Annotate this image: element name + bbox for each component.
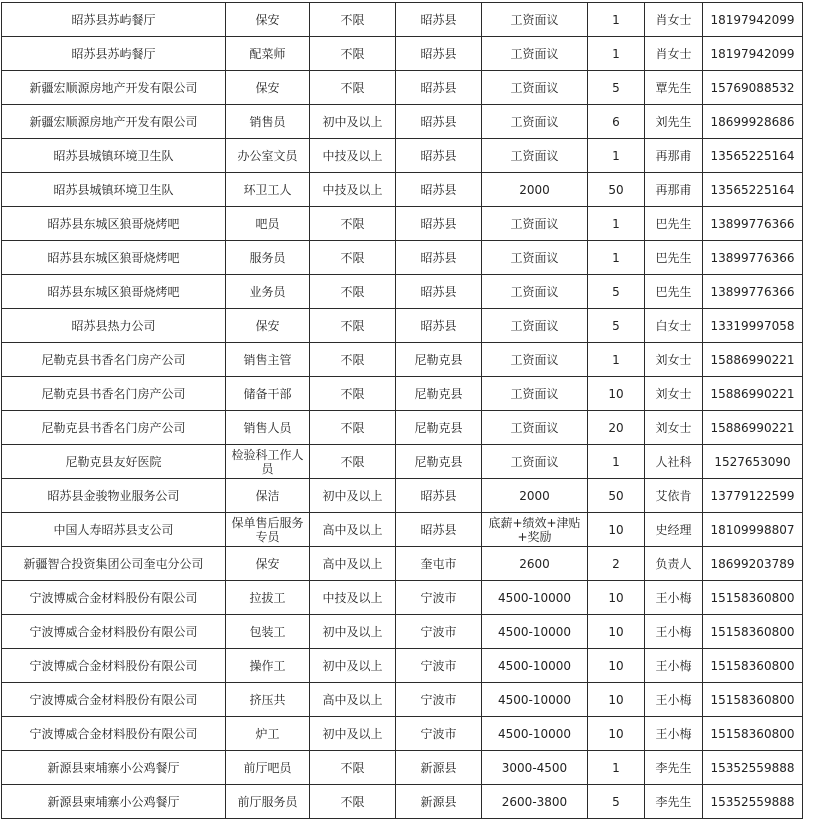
headcount-cell: 1 — [588, 241, 645, 275]
contact-cell: 肖女士 — [645, 37, 703, 71]
headcount-cell: 1 — [588, 343, 645, 377]
salary-cell: 工资面议 — [482, 71, 588, 105]
phone-cell: 1527653090 — [703, 445, 803, 479]
company-cell: 昭苏县城镇环境卫生队 — [2, 139, 226, 173]
salary-cell: 4500-10000 — [482, 615, 588, 649]
phone-cell: 15158360800 — [703, 649, 803, 683]
location-cell: 昭苏县 — [396, 37, 482, 71]
education-cell: 不限 — [310, 3, 396, 37]
position-cell: 业务员 — [226, 275, 310, 309]
salary-cell: 4500-10000 — [482, 717, 588, 751]
headcount-cell: 10 — [588, 581, 645, 615]
phone-cell: 18699203789 — [703, 547, 803, 581]
location-cell: 昭苏县 — [396, 105, 482, 139]
contact-cell: 巴先生 — [645, 241, 703, 275]
phone-cell: 18197942099 — [703, 37, 803, 71]
company-cell: 新疆宏顺源房地产开发有限公司 — [2, 105, 226, 139]
education-cell: 不限 — [310, 377, 396, 411]
phone-cell: 13319997058 — [703, 309, 803, 343]
company-cell: 昭苏县苏屿餐厅 — [2, 3, 226, 37]
company-cell: 中国人寿昭苏县支公司 — [2, 513, 226, 547]
phone-cell: 15158360800 — [703, 683, 803, 717]
contact-cell: 王小梅 — [645, 649, 703, 683]
company-cell: 昭苏县城镇环境卫生队 — [2, 173, 226, 207]
headcount-cell: 20 — [588, 411, 645, 445]
table-row — [2, 105, 803, 139]
phone-cell: 13565225164 — [703, 139, 803, 173]
location-cell: 奎屯市 — [396, 547, 482, 581]
company-cell: 昭苏县苏屿餐厅 — [2, 37, 226, 71]
phone-cell: 18109998807 — [703, 513, 803, 547]
headcount-cell: 2 — [588, 547, 645, 581]
table-row — [2, 275, 803, 309]
contact-cell: 刘先生 — [645, 105, 703, 139]
education-cell: 不限 — [310, 241, 396, 275]
contact-cell: 刘女士 — [645, 377, 703, 411]
salary-cell: 4500-10000 — [482, 649, 588, 683]
headcount-cell: 1 — [588, 445, 645, 479]
salary-cell: 工资面议 — [482, 377, 588, 411]
table-row — [2, 581, 803, 615]
location-cell: 昭苏县 — [396, 513, 482, 547]
position-cell: 吧员 — [226, 207, 310, 241]
position-cell: 保单售后服务专员 — [226, 513, 310, 547]
salary-cell: 工资面议 — [482, 275, 588, 309]
table-row — [2, 3, 803, 37]
company-cell: 宁波博威合金材料股份有限公司 — [2, 717, 226, 751]
headcount-cell: 10 — [588, 683, 645, 717]
education-cell: 不限 — [310, 309, 396, 343]
contact-cell: 人社科 — [645, 445, 703, 479]
location-cell: 昭苏县 — [396, 71, 482, 105]
education-cell: 高中及以上 — [310, 683, 396, 717]
location-cell: 昭苏县 — [396, 241, 482, 275]
position-cell: 炉工 — [226, 717, 310, 751]
position-cell: 保安 — [226, 309, 310, 343]
headcount-cell: 10 — [588, 615, 645, 649]
position-cell: 检验科工作人员 — [226, 445, 310, 479]
headcount-cell: 1 — [588, 37, 645, 71]
contact-cell: 艾依肯 — [645, 479, 703, 513]
headcount-cell: 10 — [588, 377, 645, 411]
contact-cell: 白女士 — [645, 309, 703, 343]
position-cell: 包装工 — [226, 615, 310, 649]
table-row — [2, 445, 803, 479]
table-row — [2, 377, 803, 411]
education-cell: 初中及以上 — [310, 649, 396, 683]
salary-cell: 工资面议 — [482, 241, 588, 275]
table-row — [2, 343, 803, 377]
location-cell: 昭苏县 — [396, 207, 482, 241]
table-row — [2, 309, 803, 343]
headcount-cell: 1 — [588, 207, 645, 241]
table-row — [2, 411, 803, 445]
position-cell: 办公室文员 — [226, 139, 310, 173]
table-row — [2, 615, 803, 649]
company-cell: 新源县柬埔寨小公鸡餐厅 — [2, 785, 226, 819]
company-cell: 昭苏县东城区狼哥烧烤吧 — [2, 241, 226, 275]
headcount-cell: 50 — [588, 479, 645, 513]
education-cell: 初中及以上 — [310, 479, 396, 513]
table-row — [2, 241, 803, 275]
table-row — [2, 173, 803, 207]
headcount-cell: 5 — [588, 275, 645, 309]
salary-cell: 3000-4500 — [482, 751, 588, 785]
company-cell: 宁波博威合金材料股份有限公司 — [2, 649, 226, 683]
salary-cell: 4500-10000 — [482, 683, 588, 717]
location-cell: 宁波市 — [396, 683, 482, 717]
job-listing-table — [1, 2, 803, 819]
salary-cell: 工资面议 — [482, 309, 588, 343]
phone-cell: 15158360800 — [703, 581, 803, 615]
position-cell: 保洁 — [226, 479, 310, 513]
headcount-cell: 5 — [588, 309, 645, 343]
company-cell: 新源县柬埔寨小公鸡餐厅 — [2, 751, 226, 785]
position-cell: 环卫工人 — [226, 173, 310, 207]
phone-cell: 13899776366 — [703, 275, 803, 309]
salary-cell: 工资面议 — [482, 207, 588, 241]
contact-cell: 再那甫 — [645, 139, 703, 173]
phone-cell: 15886990221 — [703, 377, 803, 411]
location-cell: 尼勒克县 — [396, 343, 482, 377]
headcount-cell: 1 — [588, 139, 645, 173]
phone-cell: 15352559888 — [703, 785, 803, 819]
location-cell: 昭苏县 — [396, 139, 482, 173]
position-cell: 服务员 — [226, 241, 310, 275]
table-row — [2, 649, 803, 683]
education-cell: 高中及以上 — [310, 547, 396, 581]
location-cell: 宁波市 — [396, 581, 482, 615]
contact-cell: 负责人 — [645, 547, 703, 581]
location-cell: 昭苏县 — [396, 173, 482, 207]
table-row — [2, 683, 803, 717]
phone-cell: 13779122599 — [703, 479, 803, 513]
contact-cell: 刘女士 — [645, 411, 703, 445]
job-listing-body — [2, 3, 803, 819]
position-cell: 前厅服务员 — [226, 785, 310, 819]
salary-cell: 2000 — [482, 479, 588, 513]
location-cell: 新源县 — [396, 785, 482, 819]
education-cell: 不限 — [310, 343, 396, 377]
location-cell: 昭苏县 — [396, 275, 482, 309]
contact-cell: 再那甫 — [645, 173, 703, 207]
education-cell: 中技及以上 — [310, 173, 396, 207]
phone-cell: 15886990221 — [703, 343, 803, 377]
position-cell: 配菜师 — [226, 37, 310, 71]
phone-cell: 18699928686 — [703, 105, 803, 139]
position-cell: 挤压共 — [226, 683, 310, 717]
company-cell: 昭苏县热力公司 — [2, 309, 226, 343]
company-cell: 新疆智合投资集团公司奎屯分公司 — [2, 547, 226, 581]
position-cell: 保安 — [226, 547, 310, 581]
education-cell: 中技及以上 — [310, 581, 396, 615]
phone-cell: 15158360800 — [703, 615, 803, 649]
salary-cell: 底薪+绩效+津贴+奖励 — [482, 513, 588, 547]
education-cell: 不限 — [310, 207, 396, 241]
phone-cell: 13899776366 — [703, 241, 803, 275]
table-row — [2, 751, 803, 785]
location-cell: 尼勒克县 — [396, 445, 482, 479]
education-cell: 不限 — [310, 71, 396, 105]
education-cell: 中技及以上 — [310, 139, 396, 173]
phone-cell: 15158360800 — [703, 717, 803, 751]
phone-cell: 18197942099 — [703, 3, 803, 37]
education-cell: 初中及以上 — [310, 717, 396, 751]
salary-cell: 工资面议 — [482, 105, 588, 139]
location-cell: 昭苏县 — [396, 479, 482, 513]
position-cell: 储备干部 — [226, 377, 310, 411]
company-cell: 新疆宏顺源房地产开发有限公司 — [2, 71, 226, 105]
company-cell: 宁波博威合金材料股份有限公司 — [2, 615, 226, 649]
education-cell: 不限 — [310, 785, 396, 819]
table-row — [2, 479, 803, 513]
contact-cell: 王小梅 — [645, 615, 703, 649]
headcount-cell: 6 — [588, 105, 645, 139]
contact-cell: 王小梅 — [645, 717, 703, 751]
headcount-cell: 1 — [588, 3, 645, 37]
location-cell: 宁波市 — [396, 615, 482, 649]
phone-cell: 15769088532 — [703, 71, 803, 105]
position-cell: 销售员 — [226, 105, 310, 139]
location-cell: 尼勒克县 — [396, 411, 482, 445]
location-cell: 宁波市 — [396, 717, 482, 751]
salary-cell: 工资面议 — [482, 343, 588, 377]
contact-cell: 李先生 — [645, 785, 703, 819]
headcount-cell: 10 — [588, 717, 645, 751]
education-cell: 初中及以上 — [310, 615, 396, 649]
position-cell: 保安 — [226, 3, 310, 37]
table-row — [2, 547, 803, 581]
company-cell: 尼勒克县书香名门房产公司 — [2, 343, 226, 377]
headcount-cell: 1 — [588, 751, 645, 785]
salary-cell: 工资面议 — [482, 3, 588, 37]
contact-cell: 王小梅 — [645, 581, 703, 615]
location-cell: 新源县 — [396, 751, 482, 785]
company-cell: 宁波博威合金材料股份有限公司 — [2, 683, 226, 717]
position-cell: 销售人员 — [226, 411, 310, 445]
company-cell: 昭苏县东城区狼哥烧烤吧 — [2, 275, 226, 309]
salary-cell: 2000 — [482, 173, 588, 207]
table-row — [2, 785, 803, 819]
phone-cell: 15886990221 — [703, 411, 803, 445]
education-cell: 不限 — [310, 37, 396, 71]
location-cell: 昭苏县 — [396, 309, 482, 343]
company-cell: 尼勒克县书香名门房产公司 — [2, 377, 226, 411]
education-cell: 不限 — [310, 411, 396, 445]
contact-cell: 刘女士 — [645, 343, 703, 377]
salary-cell: 工资面议 — [482, 411, 588, 445]
education-cell: 不限 — [310, 751, 396, 785]
phone-cell: 13565225164 — [703, 173, 803, 207]
salary-cell: 2600 — [482, 547, 588, 581]
headcount-cell: 5 — [588, 785, 645, 819]
phone-cell: 15352559888 — [703, 751, 803, 785]
education-cell: 初中及以上 — [310, 105, 396, 139]
education-cell: 不限 — [310, 275, 396, 309]
location-cell: 宁波市 — [396, 649, 482, 683]
company-cell: 昭苏县金骏物业服务公司 — [2, 479, 226, 513]
salary-cell: 工资面议 — [482, 139, 588, 173]
location-cell: 尼勒克县 — [396, 377, 482, 411]
headcount-cell: 50 — [588, 173, 645, 207]
headcount-cell: 5 — [588, 71, 645, 105]
contact-cell: 巴先生 — [645, 275, 703, 309]
salary-cell: 工资面议 — [482, 445, 588, 479]
table-row — [2, 513, 803, 547]
headcount-cell: 10 — [588, 513, 645, 547]
salary-cell: 工资面议 — [482, 37, 588, 71]
contact-cell: 李先生 — [645, 751, 703, 785]
contact-cell: 覃先生 — [645, 71, 703, 105]
education-cell: 不限 — [310, 445, 396, 479]
location-cell: 昭苏县 — [396, 3, 482, 37]
position-cell: 保安 — [226, 71, 310, 105]
headcount-cell: 10 — [588, 649, 645, 683]
salary-cell: 4500-10000 — [482, 581, 588, 615]
contact-cell: 史经理 — [645, 513, 703, 547]
contact-cell: 巴先生 — [645, 207, 703, 241]
phone-cell: 13899776366 — [703, 207, 803, 241]
contact-cell: 肖女士 — [645, 3, 703, 37]
company-cell: 尼勒克县书香名门房产公司 — [2, 411, 226, 445]
position-cell: 销售主管 — [226, 343, 310, 377]
education-cell: 高中及以上 — [310, 513, 396, 547]
table-row — [2, 71, 803, 105]
position-cell: 前厅吧员 — [226, 751, 310, 785]
position-cell: 操作工 — [226, 649, 310, 683]
table-row — [2, 139, 803, 173]
table-row — [2, 717, 803, 751]
contact-cell: 王小梅 — [645, 683, 703, 717]
salary-cell: 2600-3800 — [482, 785, 588, 819]
company-cell: 宁波博威合金材料股份有限公司 — [2, 581, 226, 615]
table-row — [2, 207, 803, 241]
table-row — [2, 37, 803, 71]
company-cell: 尼勒克县友好医院 — [2, 445, 226, 479]
company-cell: 昭苏县东城区狼哥烧烤吧 — [2, 207, 226, 241]
position-cell: 拉拔工 — [226, 581, 310, 615]
